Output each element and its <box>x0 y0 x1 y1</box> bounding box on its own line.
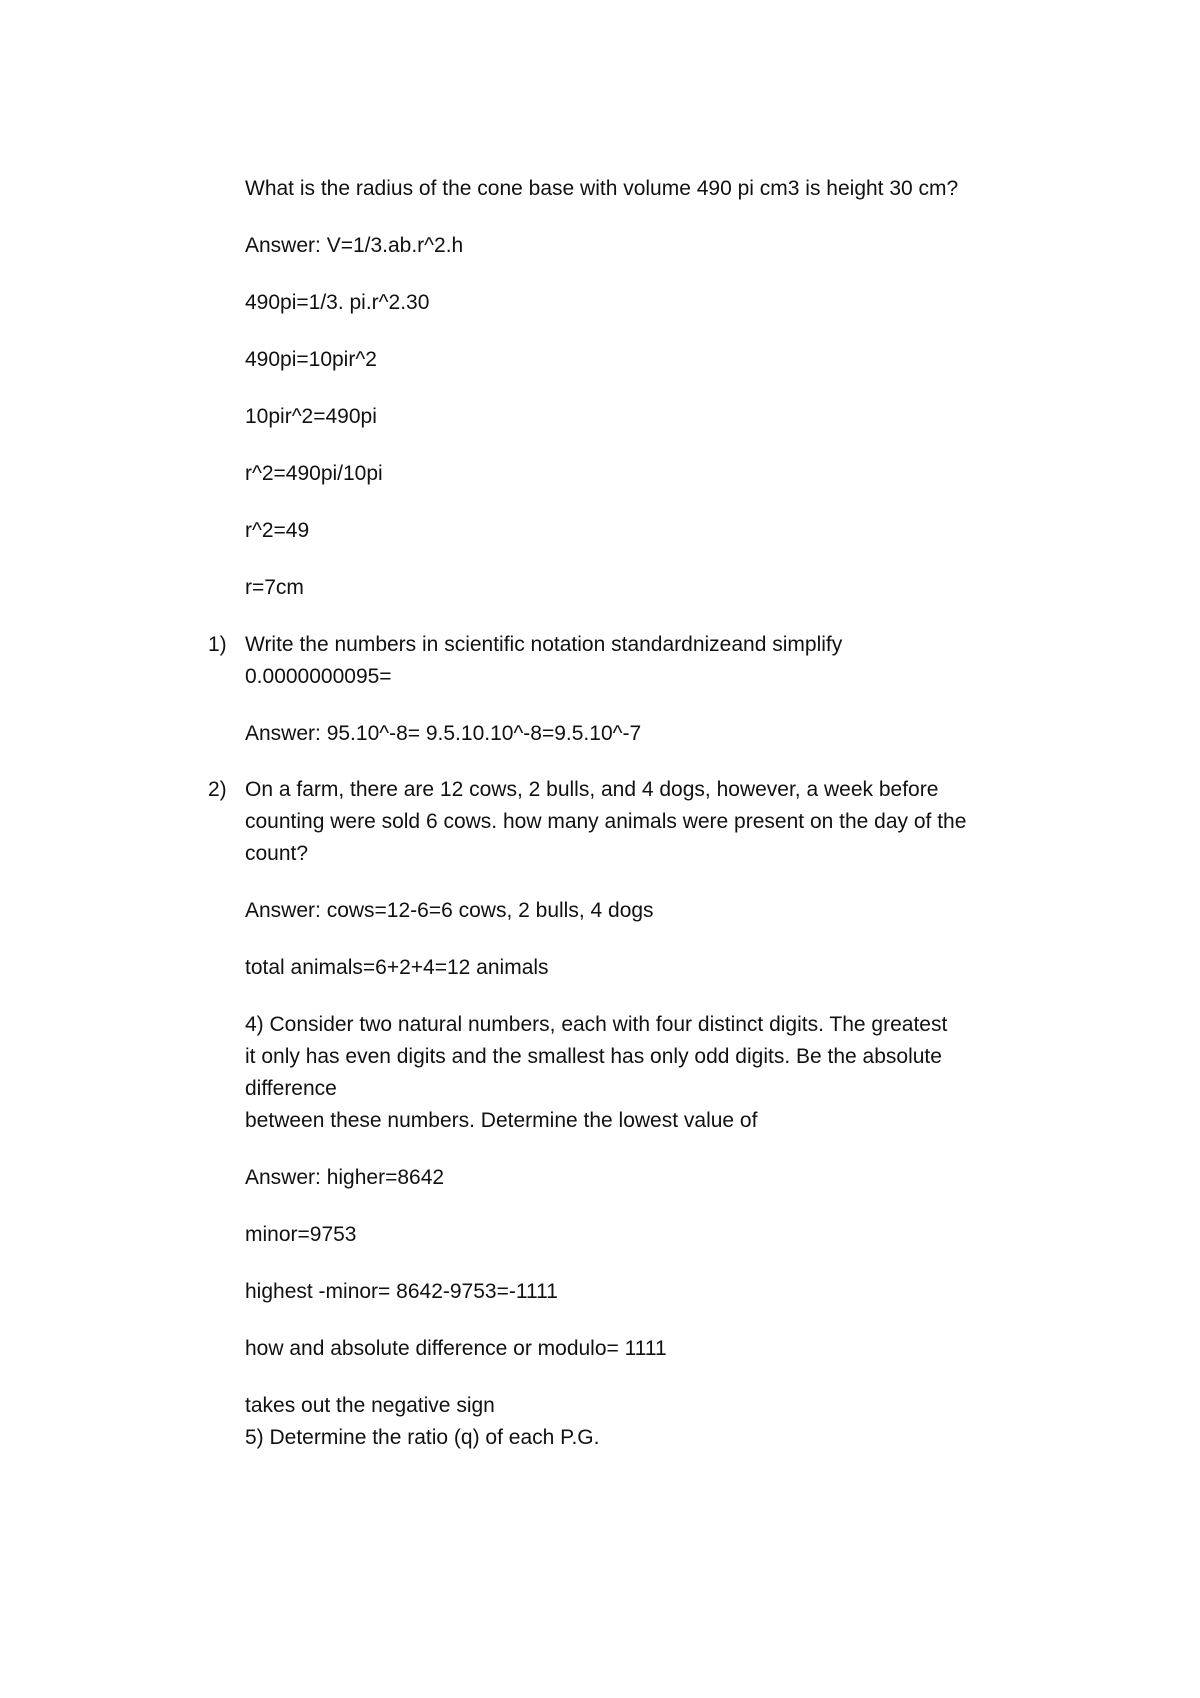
item4-line: between these numbers. Determine the lowest value of <box>245 1109 758 1132</box>
item1-line: 0.0000000095= <box>245 665 392 688</box>
item2-line: counting were sold 6 cows. how many animals were present on the day of the <box>245 810 967 833</box>
item4-answer: Answer: higher=8642 <box>245 1166 445 1189</box>
item2-answer: total animals=6+2+4=12 animals <box>245 956 549 979</box>
cone-step: r=7cm <box>245 576 304 599</box>
cone-step: r^2=490pi/10pi <box>245 462 383 485</box>
item5-line: 5) Determine the ratio (q) of each P.G. <box>245 1426 600 1449</box>
cone-step: Answer: V=1/3.ab.r^2.h <box>245 234 464 257</box>
item4-line: difference <box>245 1077 337 1100</box>
item4-line: 4) Consider two natural numbers, each with four distinct digits. The greatest <box>245 1013 948 1036</box>
cone-step: 490pi=10pir^2 <box>245 348 377 371</box>
list-number-1: 1) <box>208 633 227 656</box>
cone-step: 490pi=1/3. pi.r^2.30 <box>245 291 430 314</box>
item4-note: takes out the negative sign <box>245 1394 495 1417</box>
cone-step: 10pir^2=490pi <box>245 405 377 428</box>
item2-line: On a farm, there are 12 cows, 2 bulls, and 4 dogs, however, a week before <box>245 778 939 801</box>
item4-answer: minor=9753 <box>245 1223 357 1246</box>
item1-answer: Answer: 95.10^-8= 9.5.10.10^-8=9.5.10^-7 <box>245 722 642 745</box>
question-cone: What is the radius of the cone base with volume 490 pi cm3 is height 30 cm? <box>245 177 959 200</box>
item2-line: count? <box>245 842 309 865</box>
item4-answer: how and absolute difference or modulo= 1111 <box>245 1337 667 1360</box>
item4-line: it only has even digits and the smallest has only odd digits. Be the absolute <box>245 1045 942 1068</box>
cone-step: r^2=49 <box>245 519 310 542</box>
item2-answer: Answer: cows=12-6=6 cows, 2 bulls, 4 dogs <box>245 899 654 922</box>
list-number-2: 2) <box>208 778 227 801</box>
item4-answer: highest -minor= 8642-9753=-1111 <box>245 1280 558 1303</box>
item1-line: Write the numbers in scientific notation standardnizeand simplify <box>245 633 843 656</box>
